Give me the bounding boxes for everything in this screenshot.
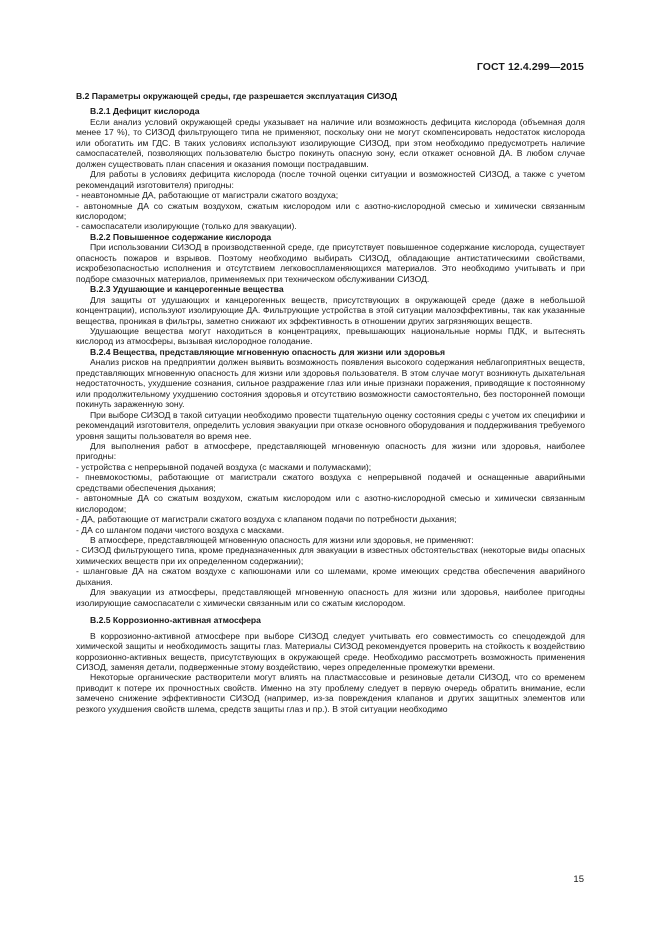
standard-code-header: ГОСТ 12.4.299—2015 (476, 61, 584, 73)
paragraph: В коррозионно-активной атмосфере при выборе СИЗОД следует учитывать его совместимость со спецодеждой для химической защиты и необходимость защиты глаз. Материалы СИЗОД рекомендуется проверить на стойкость к воздействию коррозионно-активных веществ, присутствующих в окружающей среде. Необходимо рассмотреть возможность применения СИЗОД, заменяя детали, подверженные этому воздействию, через определенные промежутки времени. (76, 630, 585, 673)
list-item: - шланговые ДА на сжатом воздухе с капюшонами или со шлемами, кроме имеющих средства обеспечения аварийного дыхания. (76, 566, 585, 587)
paragraph: Для защиты от удушающих и канцерогенных веществ, присутствующих в окружающей среде (даже в небольшой концентрации), используют изолирующие ДА. Фильтрующие устройства в этой ситуации малоэффективны, так как указанные вещества, проникая в фильтры, заметно снижают их эффективность в отношении других загрязняющих веществ. (76, 294, 585, 326)
paragraph: Если анализ условий окружающей среды указывает на наличие или возможность дефицита кислорода (объемная доля менее 17 %), то СИЗОД фильтрующего типа не применяют, поскольку они не могут скомпенсировать недостаток кислорода или обогатить им ГДС. В таких условиях используют изолирующие СИЗОД, при этом необходимо предусмотреть наличие самоспасателей, позволяющих пользователю быстро покинуть опасную зону, если откажет основной ДА. В любом случае должен существовать план спасения и оказания помощи пострадавшим. (76, 116, 585, 169)
paragraph: Для работы в условиях дефицита кислорода (после точной оценки ситуации и возможностей СИЗОД, а также с учетом рекомендаций изготовителя) пригодны: (76, 169, 585, 190)
paragraph: Удушающие вещества могут находиться в концентрациях, превышающих национальные нормы ПДК, и вытеснять кислород из атмосферы, вызывая кислородное голодание. (76, 325, 585, 347)
list-item: - автономные ДА со сжатым воздухом, сжатым кислородом или с азотно-кислородной смесью и химически связанным кислородом; (76, 493, 585, 514)
list-item: - СИЗОД фильтрующего типа, кроме предназначенных для эвакуации в известных обстоятельствах (некоторые виды опасных химических веществ при их определенном содержании); (76, 545, 585, 566)
paragraph: Для выполнения работ в атмосфере, представляющей мгновенную опасность для жизни или здоровья, наиболее пригодны: (76, 440, 585, 462)
document-body (76, 91, 585, 714)
paragraph: При использовании СИЗОД в производственной среде, где присутствует повышенное содержание кислорода, существует опасность пожаров и взрывов. Поэтому необходимо выбирать СИЗОД, обладающие антистатическими свойствами, искробезопасностью исполнения и отсутствием легковоспламеняющихся материалов. Это необходимо учитывать и при подборе смазочных материалов, применяемых при техническом обслуживании СИЗОД. (76, 242, 585, 284)
subsection-heading: В.2.3 Удушающие и канцерогенные вещества (90, 284, 284, 295)
list-item: - неавтономные ДА, работающие от магистрали сжатого воздуха; (76, 190, 339, 201)
subsection-heading: В.2.2 Повышенное содержание кислорода (90, 231, 272, 242)
subsection-heading: В.2.5 Коррозионно-активная атмосфера (90, 615, 261, 626)
page-number: 15 (573, 874, 584, 885)
paragraph: Некоторые органические растворители могут влиять на пластмассовые и резиновые детали СИЗОД, что со временем приводит к потере их прочностных свойств. Именно на эту проблему следует в первую очередь обратить внимание, если замечено снижение эффективности СИЗОД (например, из-за повреждения клапанов и других защитных элементов или резкого ухудшения свойств шлема, средств защиты глаз и пр.). В этой ситуации необходимо (76, 672, 585, 714)
list-item: - пневмокостюмы, работающие от магистрали сжатого воздуха с непрерывной подачей и оснащенные аварийными средствами обеспечения дыхания; (76, 472, 585, 493)
section-heading: В.2 Параметры окружающей среды, где разрешается эксплуатация СИЗОД (76, 91, 398, 101)
subsection-heading: В.2.4 Вещества, представляющие мгновенную опасность для жизни или здоровья (90, 346, 446, 357)
list-item: - самоспасатели изолирующие (только для эвакуации). (76, 221, 297, 232)
list-item: - устройства с непрерывной подачей воздуха (с масками и полумасками); (76, 461, 372, 472)
subsection-heading: В.2.1 Дефицит кислорода (90, 106, 200, 117)
list-item: - автономные ДА со сжатым воздухом, сжатым кислородом или с азотно-кислородной смесью и химически связанным кислородом; (76, 200, 585, 221)
paragraph: При выборе СИЗОД в такой ситуации необходимо провести тщательную оценку состояния среды с учетом их специфики и рекомендаций изготовителя, определить условия эвакуации при отказе основного оборудования и поддерживания требуемого уровня защиты пользователя во время нее. (76, 409, 585, 441)
paragraph: Для эвакуации из атмосферы, представляющей мгновенную опасность для жизни или здоровья, наиболее пригодны изолирующие самоспасатели с химически связанным или со сжатым кислородом. (76, 587, 585, 608)
list-item: - ДА со шлангом подачи чистого воздуха с масками. (76, 524, 285, 535)
paragraph: Анализ рисков на предприятии должен выявить возможность появления высокого содержания неблагоприятных веществ, представляющих мгновенную опасность для жизни или здоровья пользователя. В этом случае могут возникнуть дыхательная недостаточность, ухудшение сознания, сильное раздражение глаз или иные признаки поражения, приводящие к постоянному или продолжительному ухудшению состояния здоровья и отсутствию возможности самостоятельно, без посторонней помощи покинуть зараженную зону. (76, 357, 585, 410)
list-item: - ДА, работающие от магистрали сжатого воздуха с клапаном подачи по потребности дыхания; (76, 514, 457, 525)
paragraph: В атмосфере, представляющей мгновенную опасность для жизни или здоровья, не применяют: (90, 535, 474, 546)
